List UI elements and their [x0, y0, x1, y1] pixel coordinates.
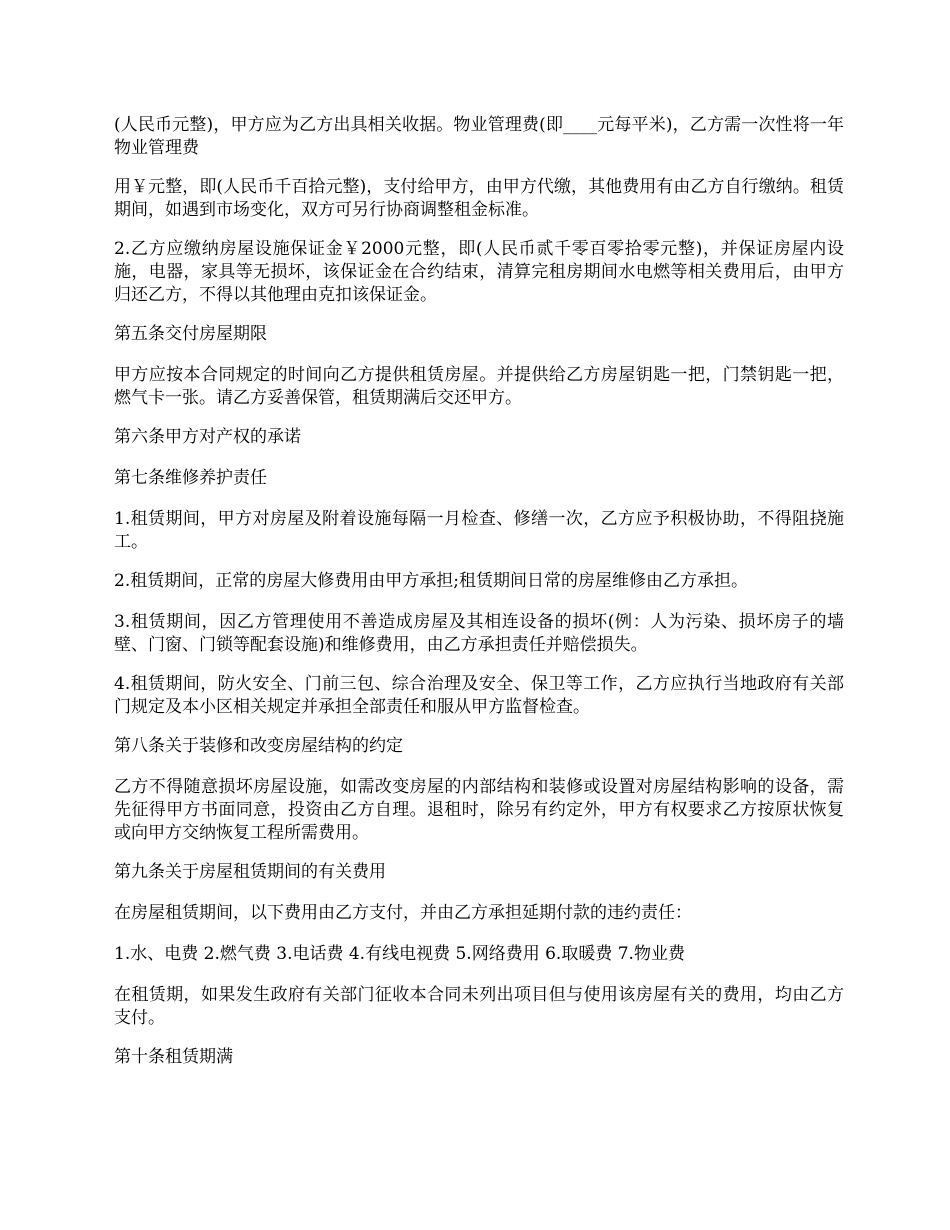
paragraph-deposit: 2.乙方应缴纳房屋设施保证金￥2000元整，即(人民币贰千零百零拾零元整)，并保证房屋内设施，电器，家具等无损坏，该保证金在合约结束，清算完租房期间水电燃等相关费用后，由甲方归还乙方，不得以其他理由克扣该保证金。: [114, 239, 844, 305]
paragraph-fees-list: 1.水、电费 2.燃气费 3.电话费 4.有线电视费 5.网络费用 6.取暖费 7.物业费: [114, 944, 685, 964]
paragraph-maintenance-3: 3.租赁期间，因乙方管理使用不善造成房屋及其相连设备的损坏(例：人为污染、损坏房子的墙壁、门窗、门锁等配套设施)和维修费用，由乙方承担责任并赔偿损失。: [114, 612, 844, 655]
paragraph-delivery: 甲方应按本合同规定的时间向乙方提供租赁房屋。并提供给乙方房屋钥匙一把，门禁钥匙一把，燃气卡一张。请乙方妥善保管，租赁期满后交还甲方。: [114, 365, 844, 408]
heading-article-9: 第九条关于房屋租赁期间的有关费用: [114, 862, 386, 882]
paragraph-fees-intro: 在房屋租赁期间，以下费用由乙方支付，并由乙方承担延期付款的违约责任：: [114, 903, 692, 923]
paragraph-other-fees: 在租赁期，如果发生政府有关部门征收本合同未列出项目但与使用该房屋有关的费用，均由乙方支付。: [114, 985, 844, 1028]
heading-article-8: 第八条关于装修和改变房屋结构的约定: [114, 736, 403, 756]
heading-article-7: 第七条维修养护责任: [114, 468, 267, 488]
heading-article-6: 第六条甲方对产权的承诺: [114, 427, 301, 447]
paragraph-renovation: 乙方不得随意损坏房屋设施，如需改变房屋的内部结构和装修或设置对房屋结构影响的设备，需先征得甲方书面同意，投资由乙方自理。退租时，除另有约定外，甲方有权要求乙方按原状恢复或向甲方交纳恢复工程所需费用。: [114, 777, 844, 843]
heading-article-10: 第十条租赁期满: [114, 1047, 233, 1067]
paragraph-maintenance-2: 2.租赁期间，正常的房屋大修费用由甲方承担;租赁期间日常的房屋维修由乙方承担。: [114, 571, 748, 591]
heading-article-5: 第五条交付房屋期限: [114, 324, 267, 344]
paragraph-maintenance-4: 4.租赁期间，防火安全、门前三包、综合治理及安全、保卫等工作，乙方应执行当地政府有关部门规定及本小区相关规定并承担全部责任和服从甲方监督检查。: [114, 674, 844, 717]
paragraph-property-fee: 用￥元整，即(人民币千百拾元整)，支付给甲方，由甲方代缴，其他费用有由乙方自行缴纳。租赁期间，如遇到市场变化，双方可另行协商调整租金标准。: [114, 177, 844, 220]
document-page: [114, 114, 844, 1087]
paragraph-rent-receipt: (人民币元整)，甲方应为乙方出具相关收据。物业管理费(即____元每平米)，乙方需一次性将一年物业管理费: [114, 115, 844, 158]
paragraph-maintenance-1: 1.租赁期间，甲方对房屋及附着设施每隔一月检查、修缮一次，乙方应予积极协助，不得阻挠施工。: [114, 509, 844, 552]
